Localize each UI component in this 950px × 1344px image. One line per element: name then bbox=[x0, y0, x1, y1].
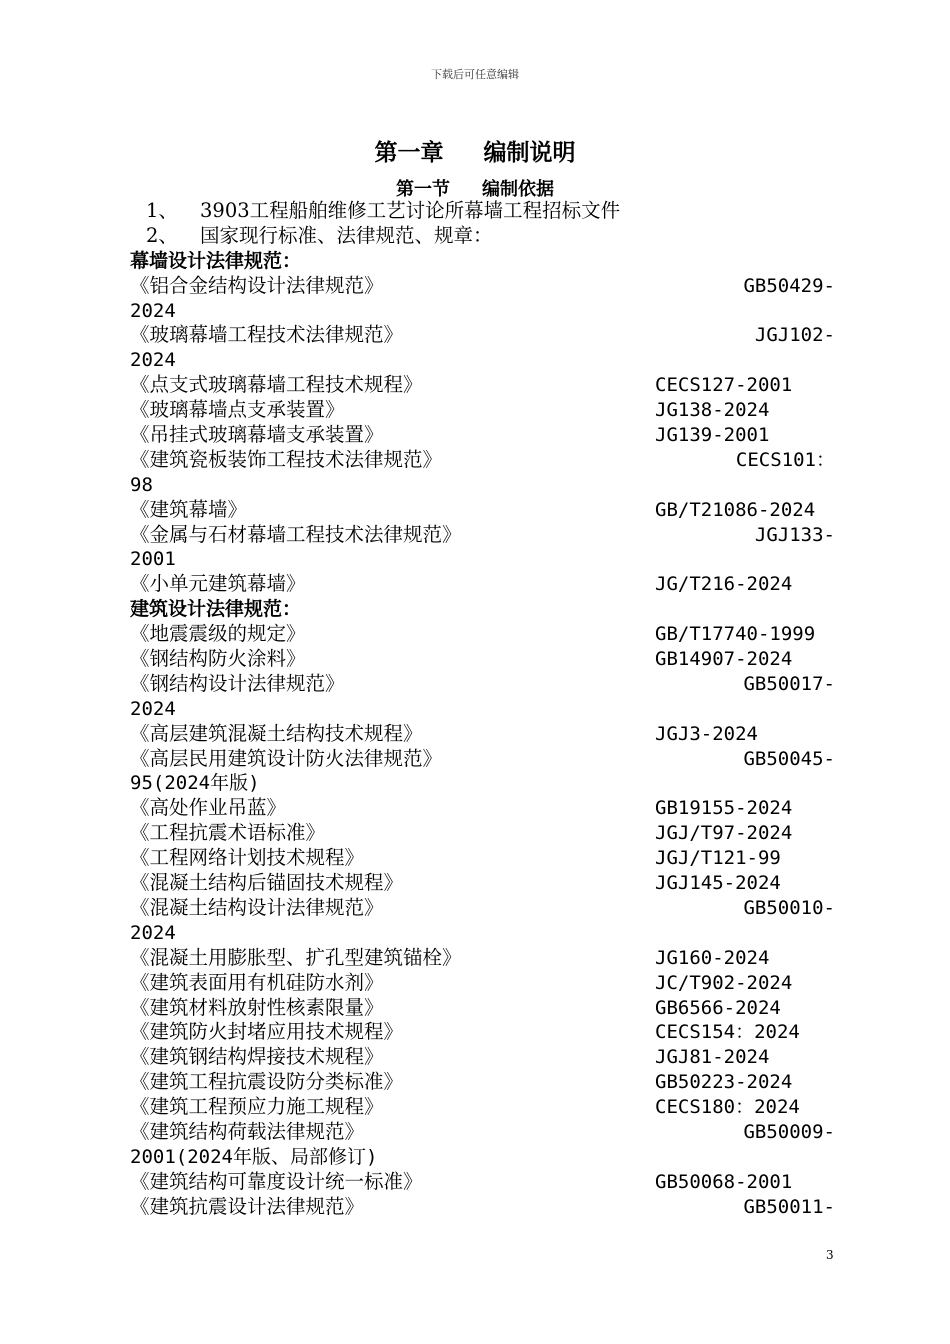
standard-code: JG139-2001 bbox=[655, 424, 770, 447]
standard-title: 《建筑抗震设计法律规范》 bbox=[130, 1194, 365, 1218]
standard-title: 《铝合金结构设计法律规范》 bbox=[130, 273, 384, 297]
standard-entry bbox=[130, 946, 835, 971]
standard-entry bbox=[130, 846, 835, 871]
standard-entry bbox=[130, 423, 835, 448]
standard-entry bbox=[130, 622, 835, 647]
standard-entry bbox=[130, 373, 835, 398]
standard-entry bbox=[130, 1195, 835, 1220]
standard-title: 《高处作业吊蓝》 bbox=[130, 796, 287, 820]
standard-code: JGJ/T97-2024 bbox=[655, 822, 793, 845]
standard-entry bbox=[130, 821, 835, 846]
standard-title: 《小单元建筑幕墙》 bbox=[130, 572, 306, 596]
standard-entry bbox=[130, 722, 835, 747]
standard-code: JG138-2024 bbox=[655, 399, 770, 422]
page-number: 3 bbox=[826, 1248, 834, 1262]
standard-title: 《建筑防火封堵应用技术规程》 bbox=[130, 1020, 404, 1044]
standard-entry bbox=[130, 896, 835, 921]
item-number: 2、 bbox=[146, 223, 178, 247]
page-header: 下载后可任意编辑 bbox=[431, 68, 519, 81]
group-heading: 建筑设计法律规范： bbox=[130, 598, 302, 621]
standard-title: 《混凝土用膨胀型、扩孔型建筑锚栓》 bbox=[130, 945, 462, 969]
standard-code-continuation: 98 bbox=[130, 473, 153, 496]
section-title bbox=[0, 175, 950, 201]
standard-entry bbox=[130, 523, 835, 548]
standard-code: CECS101： bbox=[735, 448, 835, 471]
standard-entry bbox=[130, 323, 835, 348]
standard-code: JGJ/T121-99 bbox=[655, 847, 781, 870]
standard-code: CECS154：2024 bbox=[655, 1021, 800, 1044]
chapter-title bbox=[0, 134, 950, 167]
standard-title: 《地震震级的规定》 bbox=[130, 622, 306, 646]
standard-title: 《建筑表面用有机硅防水剂》 bbox=[130, 970, 384, 994]
standard-code-continuation: 2001 bbox=[130, 548, 176, 571]
numbered-item bbox=[130, 199, 835, 224]
standard-entry bbox=[130, 996, 835, 1021]
standard-title: 《建筑工程预应力施工规程》 bbox=[130, 1095, 384, 1119]
standard-entry bbox=[130, 1120, 835, 1145]
standard-code: GB6566-2024 bbox=[655, 996, 781, 1019]
standard-entry bbox=[130, 647, 835, 672]
standard-code: JGJ102- bbox=[754, 324, 835, 347]
standard-title: 《建筑瓷板装饰工程技术法律规范》 bbox=[130, 447, 443, 471]
item-number: 1、 bbox=[146, 199, 178, 222]
standard-code-continuation: 95(2024年版) bbox=[130, 772, 260, 795]
standard-title: 《混凝土结构后锚固技术规程》 bbox=[130, 871, 404, 895]
standard-code: JG/T216-2024 bbox=[655, 573, 793, 596]
standard-title: 《建筑钢结构焊接技术规程》 bbox=[130, 1045, 384, 1069]
standard-entry bbox=[130, 1045, 835, 1070]
standard-code-continuation: 2024 bbox=[130, 299, 176, 322]
standard-code: GB50011- bbox=[743, 1195, 835, 1218]
standard-title: 《钢结构防火涂料》 bbox=[130, 647, 306, 671]
item-text: 国家现行标准、法律规范、规章： bbox=[200, 223, 493, 247]
standard-title: 《玻璃幕墙点支承装置》 bbox=[130, 398, 345, 422]
standard-code: GB50045- bbox=[743, 747, 835, 770]
standard-title: 《吊挂式玻璃幕墙支承装置》 bbox=[130, 423, 384, 447]
standard-entry bbox=[130, 796, 835, 821]
standard-title: 《建筑材料放射性核素限量》 bbox=[130, 995, 384, 1019]
standard-entry bbox=[130, 498, 835, 523]
standard-entry bbox=[130, 871, 835, 896]
standard-title: 《工程网络计划技术规程》 bbox=[130, 846, 365, 870]
standard-entry bbox=[130, 1095, 835, 1120]
standard-code: JGJ81-2024 bbox=[655, 1046, 770, 1069]
standard-code: GB50009- bbox=[743, 1120, 835, 1143]
document-body bbox=[130, 199, 835, 1220]
standard-code: GB14907-2024 bbox=[655, 648, 793, 671]
standard-code: JC/T902-2024 bbox=[655, 971, 793, 994]
chapter-name: 编制说明 bbox=[483, 139, 576, 166]
standard-entry bbox=[130, 274, 835, 299]
standard-title: 《建筑幕墙》 bbox=[130, 497, 248, 521]
standard-title: 《混凝土结构设计法律规范》 bbox=[130, 895, 384, 919]
standard-title: 《高层民用建筑设计防火法律规范》 bbox=[130, 746, 443, 770]
numbered-item bbox=[130, 224, 835, 249]
standard-code: JGJ133- bbox=[754, 523, 835, 546]
standard-code: GB50010- bbox=[743, 896, 835, 919]
standard-entry bbox=[130, 572, 835, 597]
standard-code-continuation: 2024 bbox=[130, 697, 176, 720]
standard-title: 《建筑结构荷载法律规范》 bbox=[130, 1119, 365, 1143]
section-number: 第一节 bbox=[396, 179, 450, 200]
standard-entry bbox=[130, 1170, 835, 1195]
standard-entry bbox=[130, 448, 835, 473]
standard-entry bbox=[130, 747, 835, 772]
standard-title: 《金属与石材幕墙工程技术法律规范》 bbox=[130, 522, 462, 546]
standard-title: 《高层建筑混凝土结构技术规程》 bbox=[130, 721, 423, 745]
standard-title: 《建筑工程抗震设防分类标准》 bbox=[130, 1070, 404, 1094]
standard-title: 《建筑结构可靠度设计统一标准》 bbox=[130, 1169, 423, 1193]
standard-title: 《工程抗震术语标准》 bbox=[130, 821, 326, 845]
standard-entry bbox=[130, 971, 835, 996]
standard-code: CECS180：2024 bbox=[655, 1096, 800, 1119]
chapter-number: 第一章 bbox=[374, 139, 444, 166]
standard-entry bbox=[130, 1020, 835, 1045]
standard-code: JGJ3-2024 bbox=[655, 722, 758, 745]
standard-code: CECS127-2001 bbox=[655, 374, 793, 397]
standard-code-continuation: 2001(2024年版、局部修订) bbox=[130, 1145, 378, 1168]
standard-code: GB50068-2001 bbox=[655, 1170, 793, 1193]
standard-entry bbox=[130, 398, 835, 423]
group-heading: 幕墙设计法律规范： bbox=[130, 249, 302, 272]
standard-code-continuation: 2024 bbox=[130, 921, 176, 944]
standard-code: GB50017- bbox=[743, 672, 835, 695]
standard-entry bbox=[130, 672, 835, 697]
item-text: 3903工程船舶维修工艺讨论所幕墙工程招标文件 bbox=[200, 199, 621, 222]
standard-code: JG160-2024 bbox=[655, 946, 770, 969]
standard-entry bbox=[130, 1070, 835, 1095]
standard-code: GB19155-2024 bbox=[655, 797, 793, 820]
section-name: 编制依据 bbox=[482, 179, 554, 200]
standard-code: GB/T21086-2024 bbox=[655, 498, 816, 521]
standard-title: 《玻璃幕墙工程技术法律规范》 bbox=[130, 323, 404, 347]
standard-code: GB50223-2024 bbox=[655, 1071, 793, 1094]
standard-code: JGJ145-2024 bbox=[655, 872, 781, 895]
standard-title: 《点支式玻璃幕墙工程技术规程》 bbox=[130, 373, 423, 397]
standard-code-continuation: 2024 bbox=[130, 349, 176, 372]
standard-code: GB/T17740-1999 bbox=[655, 623, 816, 646]
standard-code: GB50429- bbox=[743, 274, 835, 297]
standard-title: 《钢结构设计法律规范》 bbox=[130, 671, 345, 695]
